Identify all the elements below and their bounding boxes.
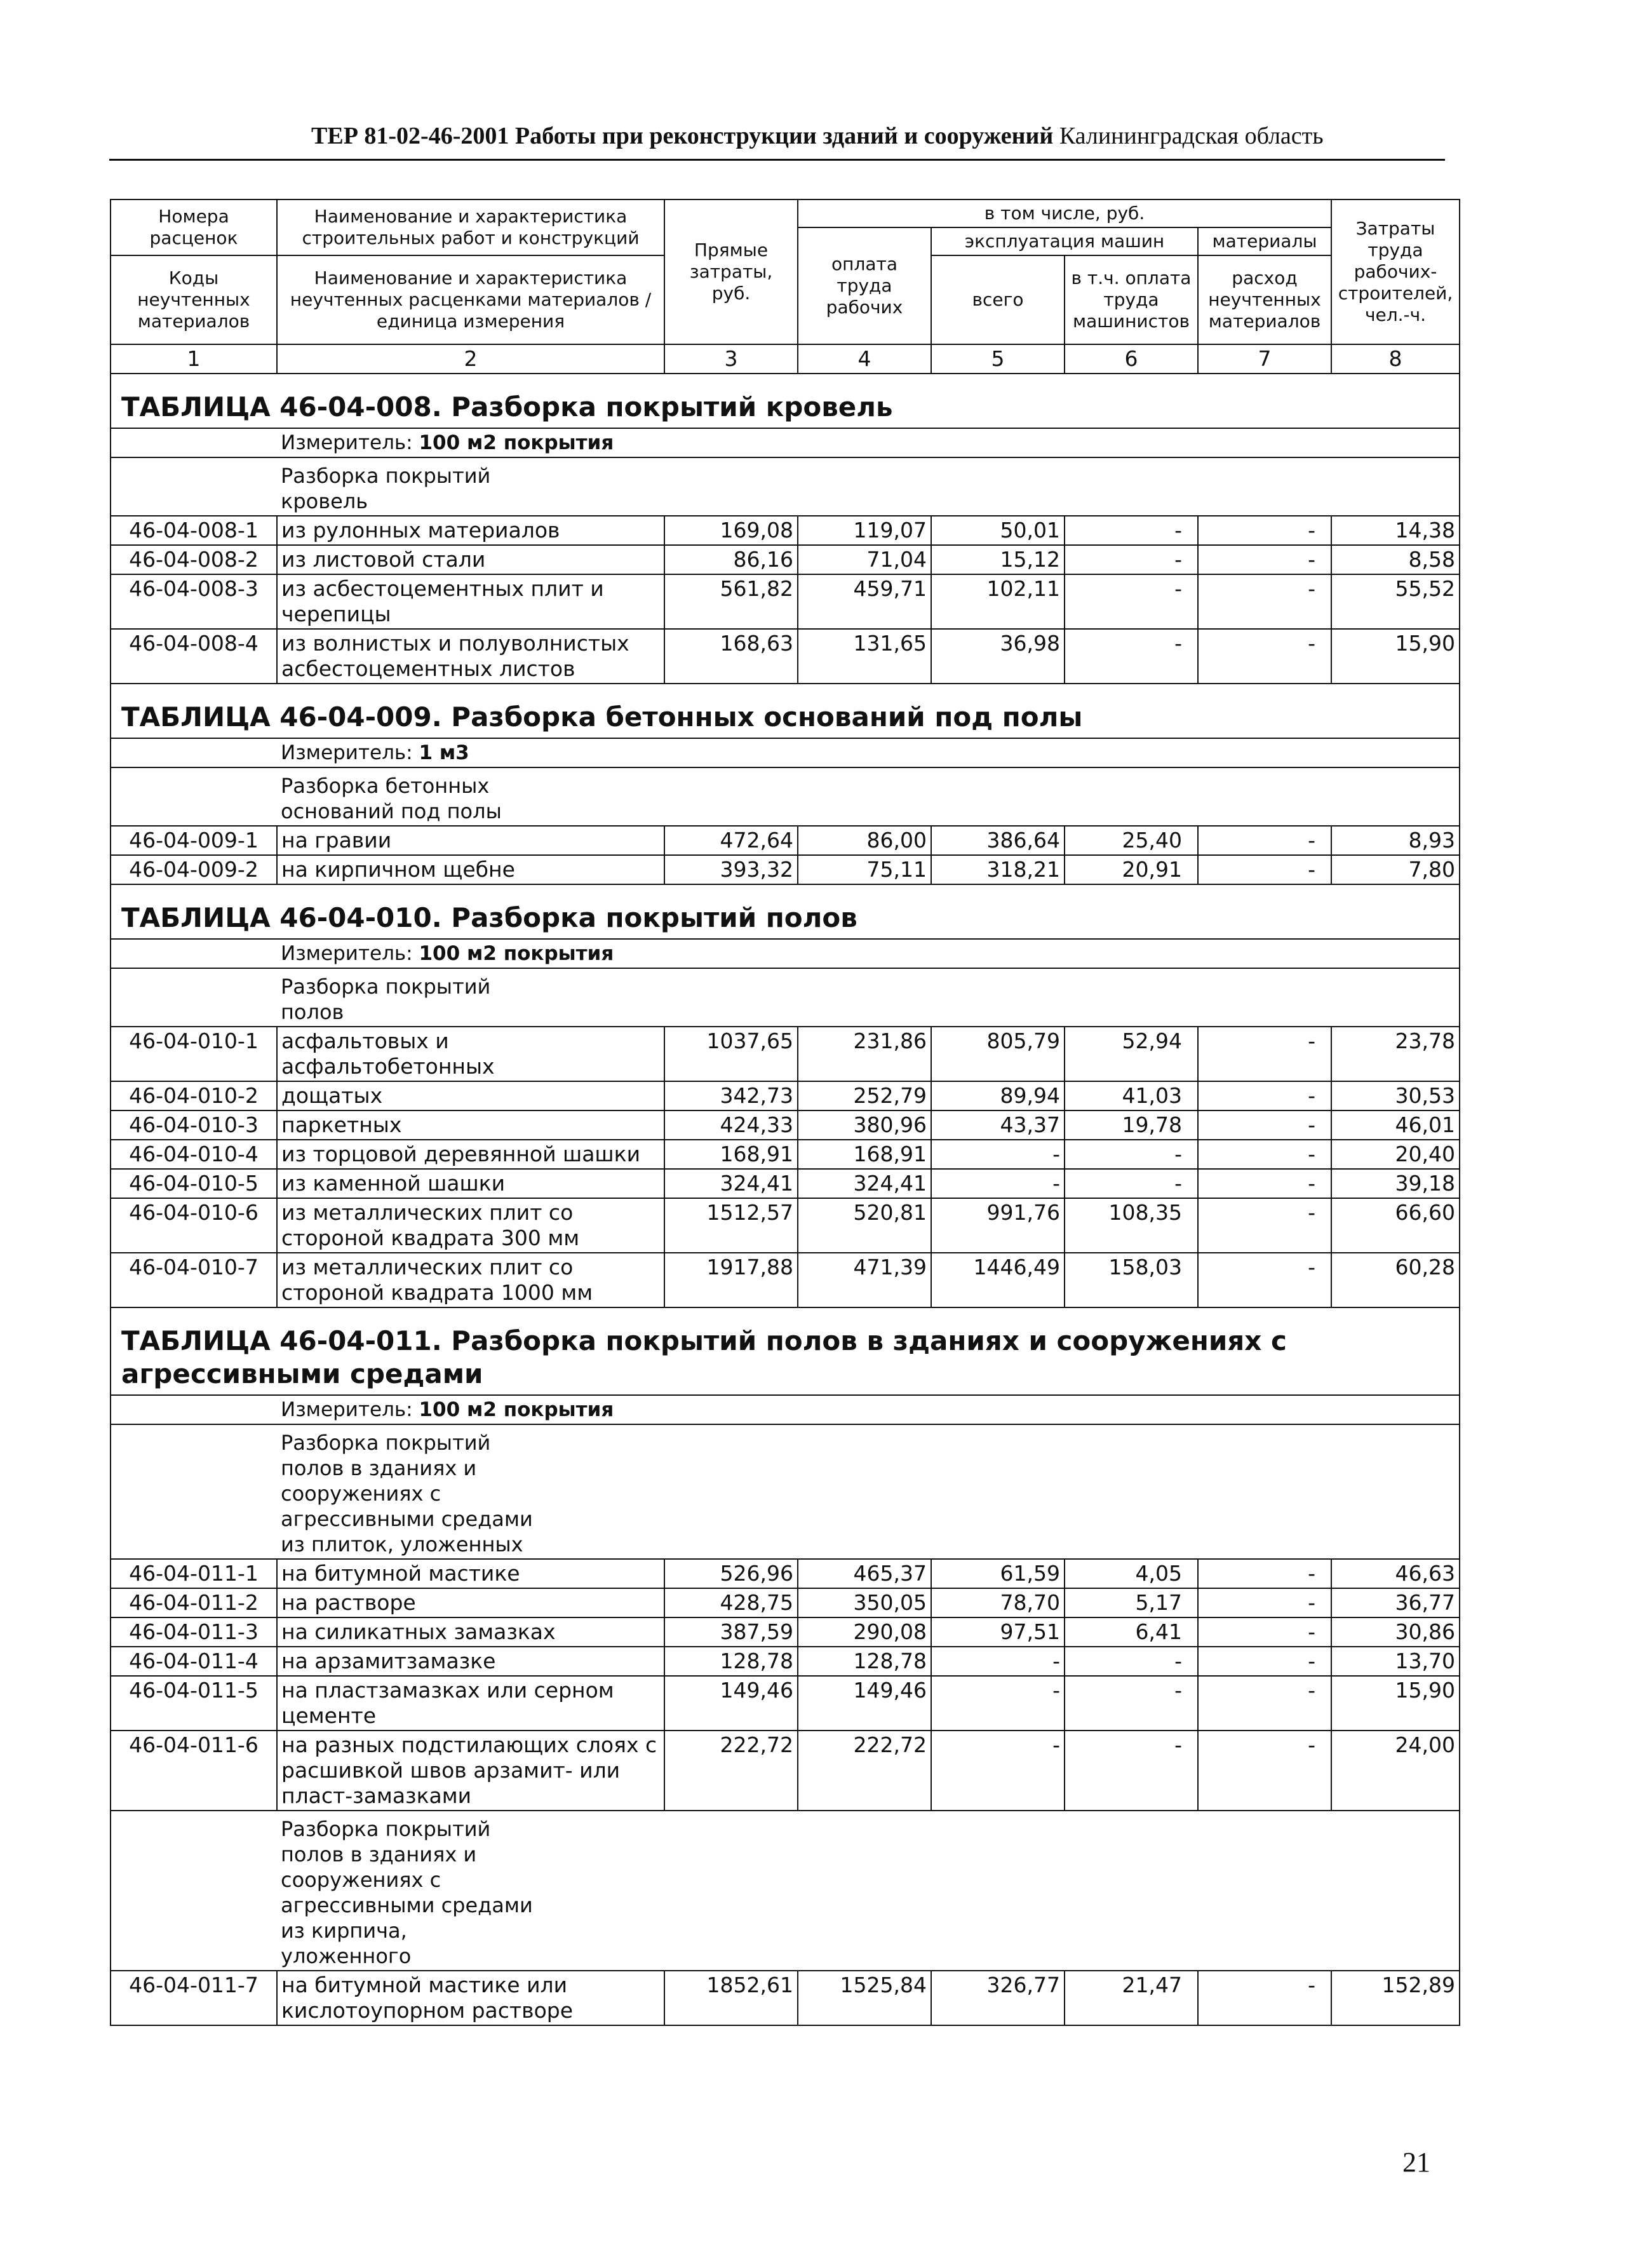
direct-cost: 86,16	[664, 545, 798, 574]
rate-name: асфальтовых и асфальтобетонных	[277, 1027, 664, 1081]
materials-unaccounted: -	[1198, 1731, 1331, 1811]
meter-value: 1 м3	[419, 741, 469, 764]
materials-unaccounted-header: расход неучтенных материалов	[1198, 255, 1331, 344]
meter-label: Измеритель:	[281, 431, 413, 454]
rate-name: на кирпичном щебне	[277, 855, 664, 884]
col3-header: Прямые затраты, руб.	[664, 199, 798, 344]
machines-labor: 4,05	[1065, 1559, 1198, 1588]
section-title-row	[111, 684, 1460, 738]
machines-labor: -	[1065, 1676, 1198, 1731]
machines-labor: 52,94	[1065, 1027, 1198, 1081]
machines-total: 991,76	[931, 1198, 1065, 1253]
direct-cost: 169,08	[664, 516, 798, 545]
table-row	[111, 855, 1460, 884]
rate-name: на гравии	[277, 826, 664, 855]
rate-code: 46-04-010-7	[111, 1253, 277, 1307]
rate-code: 46-04-009-1	[111, 826, 277, 855]
machines-labor: -	[1065, 1140, 1198, 1169]
col2-bottom: Наименование и характеристика неучтенных расценками материалов / единица измерения	[277, 255, 664, 344]
col1-top: Номера расценок	[111, 199, 277, 255]
labor-hours: 13,70	[1331, 1647, 1460, 1676]
group-name: Разборка бетонных оснований под полы	[277, 767, 1460, 826]
machines-total: -	[931, 1169, 1065, 1198]
labor-hours: 152,89	[1331, 1971, 1460, 2025]
meter-spacer	[111, 428, 277, 457]
column-number: 8	[1331, 344, 1460, 374]
materials-unaccounted: -	[1198, 1588, 1331, 1617]
materials-unaccounted: -	[1198, 826, 1331, 855]
rate-code: 46-04-008-4	[111, 629, 277, 684]
table-row	[111, 574, 1460, 629]
header-title: ТЕР 81-02-46-2001 Работы при реконструкции зданий и сооружений	[311, 123, 1054, 149]
section-title: ТАБЛИЦА 46-04-010. Разборка покрытий полов	[111, 884, 1460, 939]
group-name: Разборка покрытий полов в зданиях и сооружениях с агрессивными средами из кирпича, уложенного	[277, 1811, 1460, 1971]
materials-header: материалы	[1198, 227, 1331, 255]
machines-total: 43,37	[931, 1110, 1065, 1140]
group-spacer	[111, 1424, 277, 1559]
machines-labor: -	[1065, 1731, 1198, 1811]
direct-cost: 128,78	[664, 1647, 798, 1676]
machines-total: 78,70	[931, 1588, 1065, 1617]
section-title: ТАБЛИЦА 46-04-008. Разборка покрытий кровель	[111, 374, 1460, 428]
direct-cost: 149,46	[664, 1676, 798, 1731]
table-row	[111, 1676, 1460, 1731]
table-row	[111, 1617, 1460, 1647]
column-number: 5	[931, 344, 1065, 374]
rate-code: 46-04-010-4	[111, 1140, 277, 1169]
rate-code: 46-04-010-5	[111, 1169, 277, 1198]
direct-cost: 561,82	[664, 574, 798, 629]
rate-code: 46-04-011-2	[111, 1588, 277, 1617]
meter-value: 100 м2 покрытия	[419, 1398, 614, 1421]
rate-name: на растворе	[277, 1588, 664, 1617]
rate-code: 46-04-011-4	[111, 1647, 277, 1676]
direct-cost: 168,63	[664, 629, 798, 684]
machines-labor: -	[1065, 516, 1198, 545]
meter-value: 100 м2 покрытия	[419, 942, 614, 965]
group-row	[111, 1424, 1460, 1559]
materials-unaccounted: -	[1198, 1140, 1331, 1169]
materials-unaccounted: -	[1198, 574, 1331, 629]
table-row	[111, 629, 1460, 684]
group-spacer	[111, 767, 277, 826]
labor-pay: 520,81	[798, 1198, 931, 1253]
labor-hours: 20,40	[1331, 1140, 1460, 1169]
meter-value: 100 м2 покрытия	[419, 431, 614, 454]
rate-code: 46-04-010-3	[111, 1110, 277, 1140]
labor-hours: 14,38	[1331, 516, 1460, 545]
rate-code: 46-04-008-3	[111, 574, 277, 629]
col2-top: Наименование и характеристика строительных работ и конструкций	[277, 199, 664, 255]
table-row	[111, 1253, 1460, 1307]
machines-labor: -	[1065, 1647, 1198, 1676]
rate-name: из металлических плит со стороной квадрата 1000 мм	[277, 1253, 664, 1307]
machines-labor: 108,35	[1065, 1198, 1198, 1253]
direct-cost: 387,59	[664, 1617, 798, 1647]
table-row	[111, 1971, 1460, 2025]
materials-unaccounted: -	[1198, 545, 1331, 574]
machines-labor: 41,03	[1065, 1081, 1198, 1110]
labor-pay: 128,78	[798, 1647, 931, 1676]
labor-pay: 119,07	[798, 516, 931, 545]
labor-pay: 324,41	[798, 1169, 931, 1198]
machines-total: 326,77	[931, 1971, 1065, 2025]
machines-total: 386,64	[931, 826, 1065, 855]
labor-pay: 465,37	[798, 1559, 931, 1588]
rate-name: дощатых	[277, 1081, 664, 1110]
machines-total: -	[931, 1731, 1065, 1811]
direct-cost: 222,72	[664, 1731, 798, 1811]
rate-code: 46-04-008-2	[111, 545, 277, 574]
labor-hours: 66,60	[1331, 1198, 1460, 1253]
rate-name: из каменной шашки	[277, 1169, 664, 1198]
meter-label: Измеритель:	[281, 741, 413, 764]
table-row	[111, 516, 1460, 545]
rate-name: из асбестоцементных плит и черепицы	[277, 574, 664, 629]
table-row	[111, 1559, 1460, 1588]
rate-code: 46-04-011-1	[111, 1559, 277, 1588]
rate-code: 46-04-009-2	[111, 855, 277, 884]
materials-unaccounted: -	[1198, 1081, 1331, 1110]
labor-hours: 36,77	[1331, 1588, 1460, 1617]
direct-cost: 1852,61	[664, 1971, 798, 2025]
labor-pay-header: оплата труда рабочих	[798, 227, 931, 344]
rate-code: 46-04-010-2	[111, 1081, 277, 1110]
materials-unaccounted: -	[1198, 629, 1331, 684]
direct-cost: 526,96	[664, 1559, 798, 1588]
table-row	[111, 1027, 1460, 1081]
labor-pay: 168,91	[798, 1140, 931, 1169]
materials-unaccounted: -	[1198, 1617, 1331, 1647]
labor-hours: 60,28	[1331, 1253, 1460, 1307]
materials-unaccounted: -	[1198, 1253, 1331, 1307]
labor-pay: 471,39	[798, 1253, 931, 1307]
col1-bottom: Коды неучтенных материалов	[111, 255, 277, 344]
rate-code: 46-04-011-5	[111, 1676, 277, 1731]
machines-total: 89,94	[931, 1081, 1065, 1110]
rate-code: 46-04-011-6	[111, 1731, 277, 1811]
labor-hours: 8,93	[1331, 826, 1460, 855]
machines-header: эксплуатация машин	[931, 227, 1198, 255]
labor-hours: 55,52	[1331, 574, 1460, 629]
group-spacer	[111, 457, 277, 516]
meter-spacer	[111, 1395, 277, 1424]
machines-total: 15,12	[931, 545, 1065, 574]
section-title: ТАБЛИЦА 46-04-009. Разборка бетонных оснований под полы	[111, 684, 1460, 738]
labor-pay: 231,86	[798, 1027, 931, 1081]
machines-total: 61,59	[931, 1559, 1065, 1588]
machines-labor: 5,17	[1065, 1588, 1198, 1617]
labor-hours: 7,80	[1331, 855, 1460, 884]
section-title: ТАБЛИЦА 46-04-011. Разборка покрытий полов в зданиях и сооружениях с агрессивными средами	[111, 1307, 1460, 1395]
rate-name: из металлических плит со стороной квадрата 300 мм	[277, 1198, 664, 1253]
labor-pay: 1525,84	[798, 1971, 931, 2025]
labor-hours: 30,86	[1331, 1617, 1460, 1647]
labor-hours: 39,18	[1331, 1169, 1460, 1198]
labor-pay: 252,79	[798, 1081, 931, 1110]
meter-spacer	[111, 939, 277, 968]
labor-hours: 30,53	[1331, 1081, 1460, 1110]
machines-labor: 20,91	[1065, 855, 1198, 884]
header-region: Калининградская область	[1059, 123, 1324, 149]
including-header: в том числе, руб.	[798, 199, 1331, 227]
direct-cost: 393,32	[664, 855, 798, 884]
machines-labor: -	[1065, 574, 1198, 629]
group-row	[111, 457, 1460, 516]
labor-pay: 350,05	[798, 1588, 931, 1617]
section-meter	[277, 428, 1460, 457]
machines-total: 36,98	[931, 629, 1065, 684]
labor-pay: 75,11	[798, 855, 931, 884]
labor-hours: 8,58	[1331, 545, 1460, 574]
machines-labor: -	[1065, 629, 1198, 684]
section-meter-row	[111, 738, 1460, 767]
labor-hours: 23,78	[1331, 1027, 1460, 1081]
machines-labor: 25,40	[1065, 826, 1198, 855]
section-meter-row	[111, 939, 1460, 968]
meter-label: Измеритель:	[281, 942, 413, 965]
machines-labor: 19,78	[1065, 1110, 1198, 1140]
rate-name: на силикатных замазках	[277, 1617, 664, 1647]
materials-unaccounted: -	[1198, 1169, 1331, 1198]
table-row	[111, 826, 1460, 855]
machines-total: 97,51	[931, 1617, 1065, 1647]
rate-name: на пластзамазках или серном цементе	[277, 1676, 664, 1731]
rate-name: из торцовой деревянной шашки	[277, 1140, 664, 1169]
section-title-row	[111, 884, 1460, 939]
machines-total: 318,21	[931, 855, 1065, 884]
rate-name: на битумной мастике или кислотоупорном растворе	[277, 1971, 664, 2025]
column-number: 6	[1065, 344, 1198, 374]
machines-total: -	[931, 1676, 1065, 1731]
rate-name: из листовой стали	[277, 545, 664, 574]
labor-pay: 131,65	[798, 629, 931, 684]
direct-cost: 1512,57	[664, 1198, 798, 1253]
machines-labor-header: в т.ч. оплата труда машинистов	[1065, 255, 1198, 344]
section-meter	[277, 939, 1460, 968]
group-row	[111, 767, 1460, 826]
labor-hours: 15,90	[1331, 1676, 1460, 1731]
group-spacer	[111, 1811, 277, 1971]
labor-hours: 15,90	[1331, 629, 1460, 684]
page-header	[311, 122, 1442, 150]
machines-total: 50,01	[931, 516, 1065, 545]
column-number: 7	[1198, 344, 1331, 374]
rate-code: 46-04-008-1	[111, 516, 277, 545]
materials-unaccounted: -	[1198, 1110, 1331, 1140]
rate-name: из рулонных материалов	[277, 516, 664, 545]
group-row	[111, 1811, 1460, 1971]
table-row	[111, 1588, 1460, 1617]
machines-total: -	[931, 1647, 1065, 1676]
materials-unaccounted: -	[1198, 1971, 1331, 2025]
direct-cost: 324,41	[664, 1169, 798, 1198]
group-row	[111, 968, 1460, 1027]
labor-hours: 24,00	[1331, 1731, 1460, 1811]
labor-pay: 459,71	[798, 574, 931, 629]
machines-labor: 6,41	[1065, 1617, 1198, 1647]
table-row	[111, 1169, 1460, 1198]
materials-unaccounted: -	[1198, 1559, 1331, 1588]
machines-labor: 158,03	[1065, 1253, 1198, 1307]
labor-pay: 86,00	[798, 826, 931, 855]
machines-labor: -	[1065, 1169, 1198, 1198]
table-row	[111, 1110, 1460, 1140]
materials-unaccounted: -	[1198, 1676, 1331, 1731]
rate-code: 46-04-011-3	[111, 1617, 277, 1647]
table-row	[111, 1198, 1460, 1253]
table-body	[111, 374, 1460, 2025]
group-name: Разборка покрытий полов	[277, 968, 1460, 1027]
section-meter-row	[111, 428, 1460, 457]
materials-unaccounted: -	[1198, 1198, 1331, 1253]
machines-total: 805,79	[931, 1027, 1065, 1081]
page-number: 21	[1402, 2147, 1430, 2178]
table-row	[111, 1140, 1460, 1169]
materials-unaccounted: -	[1198, 855, 1331, 884]
machines-labor: -	[1065, 545, 1198, 574]
labor-pay: 149,46	[798, 1676, 931, 1731]
rate-name: из волнистых и полуволнистых асбестоцементных листов	[277, 629, 664, 684]
rate-code: 46-04-010-6	[111, 1198, 277, 1253]
column-numbers-row	[111, 344, 1460, 374]
labor-pay: 290,08	[798, 1617, 931, 1647]
labor-cost-header: Затраты труда рабочих-строителей, чел.-ч.	[1331, 199, 1460, 344]
labor-hours: 46,01	[1331, 1110, 1460, 1140]
rate-name: на разных подстилающих слоях с расшивкой швов арзамит- или пласт-замазками	[277, 1731, 664, 1811]
direct-cost: 168,91	[664, 1140, 798, 1169]
direct-cost: 472,64	[664, 826, 798, 855]
group-spacer	[111, 968, 277, 1027]
column-number: 2	[277, 344, 664, 374]
labor-hours: 46,63	[1331, 1559, 1460, 1588]
group-name: Разборка покрытий кровель	[277, 457, 1460, 516]
column-number: 3	[664, 344, 798, 374]
table-row	[111, 545, 1460, 574]
labor-pay: 71,04	[798, 545, 931, 574]
materials-unaccounted: -	[1198, 516, 1331, 545]
machines-total: 102,11	[931, 574, 1065, 629]
rates-table	[110, 199, 1460, 2026]
section-meter	[277, 738, 1460, 767]
section-title-row	[111, 374, 1460, 428]
machines-labor: 21,47	[1065, 1971, 1198, 2025]
column-number: 4	[798, 344, 931, 374]
rate-name: паркетных	[277, 1110, 664, 1140]
section-meter	[277, 1395, 1460, 1424]
table-row	[111, 1081, 1460, 1110]
labor-pay: 222,72	[798, 1731, 931, 1811]
materials-unaccounted: -	[1198, 1027, 1331, 1081]
group-name: Разборка покрытий полов в зданиях и сооружениях с агрессивными средами из плиток, уложенных	[277, 1424, 1460, 1559]
machines-total: 1446,49	[931, 1253, 1065, 1307]
section-meter-row	[111, 1395, 1460, 1424]
direct-cost: 342,73	[664, 1081, 798, 1110]
meter-spacer	[111, 738, 277, 767]
machines-total: -	[931, 1140, 1065, 1169]
labor-pay: 380,96	[798, 1110, 931, 1140]
meter-label: Измеритель:	[281, 1398, 413, 1421]
table-row	[111, 1647, 1460, 1676]
column-number: 1	[111, 344, 277, 374]
rate-code: 46-04-010-1	[111, 1027, 277, 1081]
direct-cost: 424,33	[664, 1110, 798, 1140]
rate-name: на битумной мастике	[277, 1559, 664, 1588]
direct-cost: 1037,65	[664, 1027, 798, 1081]
materials-unaccounted: -	[1198, 1647, 1331, 1676]
direct-cost: 428,75	[664, 1588, 798, 1617]
rate-name: на арзамитзамазке	[277, 1647, 664, 1676]
table-row	[111, 1731, 1460, 1811]
direct-cost: 1917,88	[664, 1253, 798, 1307]
table-head	[111, 199, 1460, 374]
header-divider	[109, 159, 1445, 161]
rate-code: 46-04-011-7	[111, 1971, 277, 2025]
section-title-row	[111, 1307, 1460, 1395]
machines-total-header: всего	[931, 255, 1065, 344]
